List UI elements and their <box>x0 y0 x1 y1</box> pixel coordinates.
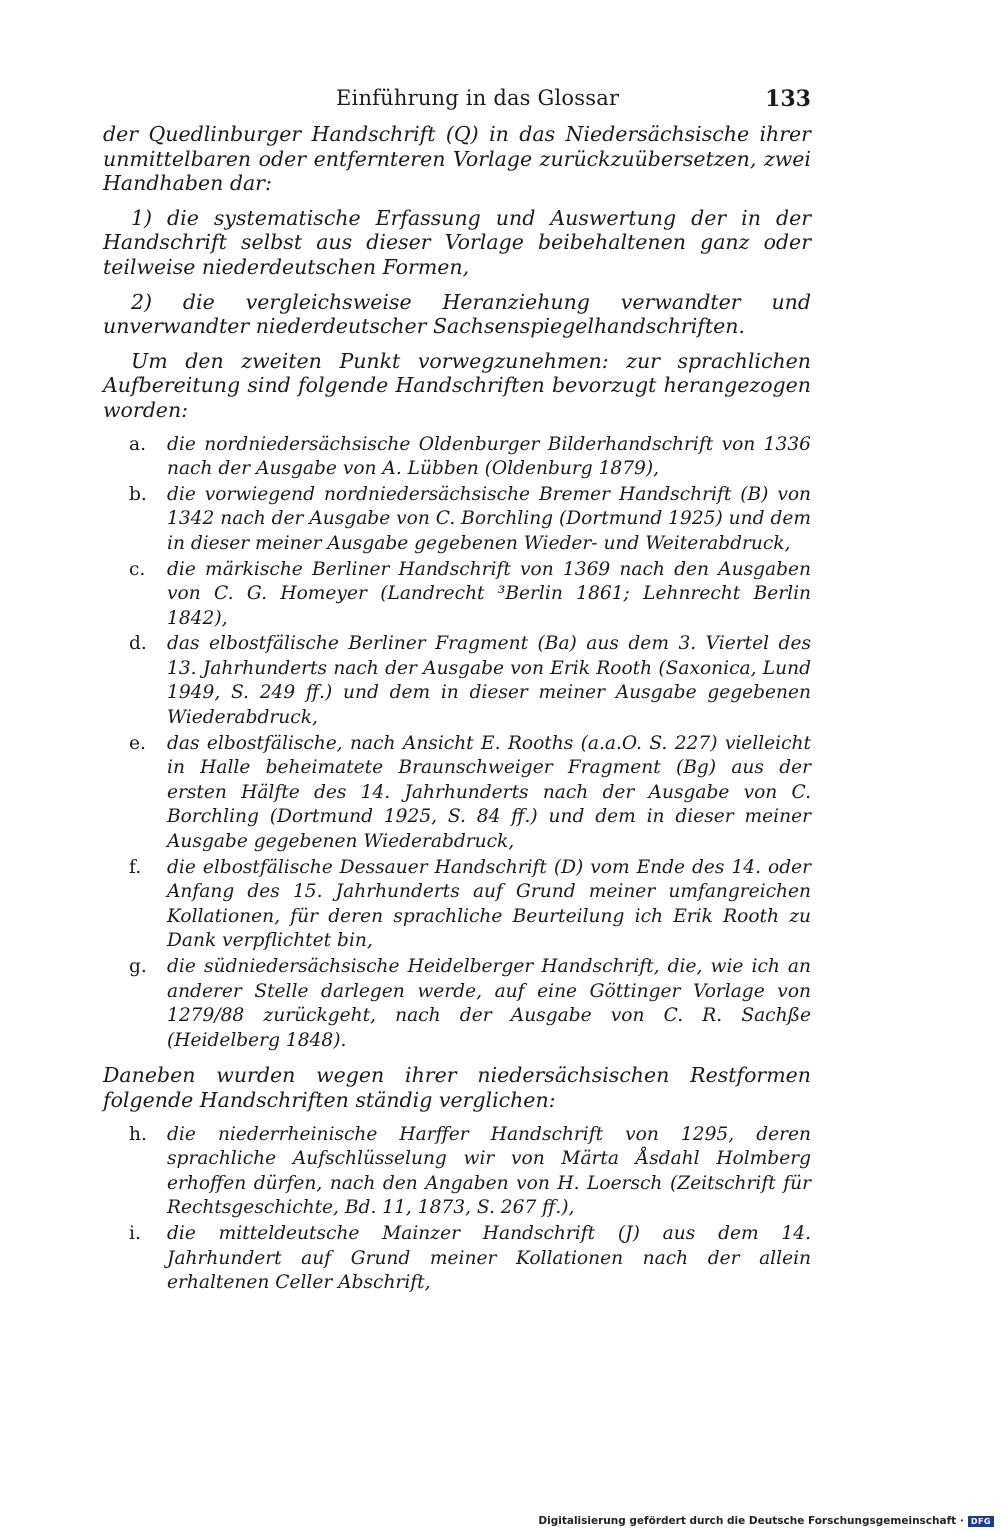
list-item-text: die südniedersächsische Heidelberger Handschrift, die, wie ich an anderer Stelle darlegen werde, auf eine Göttinger Vorlage von 1279/88 zurückgeht, nach der Ausgabe von C. R. Sachße (Heidelberg 1848). <box>167 956 811 1051</box>
list-item <box>103 483 811 557</box>
list-item <box>103 1222 811 1296</box>
list-label: a. <box>129 433 146 455</box>
list-item <box>103 732 811 855</box>
list-item-text: das elbostfälische, nach Ansicht E. Rooths (a.a.O. S. 227) vielleicht in Halle beheimatete Braunschweiger Fragment (Bg) aus der ersten Hälfte des 14. Jahrhunderts nach der Ausgabe von C. Borchling (Dortmund 1925, S. 84 ff.) und dem in dieser meiner Ausgabe gegebenen Wiederabdruck, <box>167 732 811 853</box>
list-label: e. <box>129 732 146 754</box>
page-number: 133 <box>765 86 811 112</box>
paragraph-manuscripts-intro: Um den zweiten Punkt vorwegzunehmen: zur sprachlichen Aufbereitung sind folgende Handschriften bevorzugt herangezogen worden: <box>103 348 811 422</box>
list-label: b. <box>129 483 147 505</box>
list-item <box>103 955 811 1053</box>
digitization-footer <box>538 1515 994 1527</box>
manuscript-list-primary <box>103 433 811 1054</box>
running-head <box>103 86 811 122</box>
list-item <box>103 558 811 632</box>
document-page <box>103 86 811 1306</box>
paragraph-continuation: der Quedlinburger Handschrift (Q) in das Niedersächsische ihrer unmittelbaren oder entfernteren Vorlage zurückzuübersetzen, zwei Handhaben dar: <box>103 122 811 196</box>
manuscript-list-secondary <box>103 1123 811 1296</box>
paragraph-point-2: 2) die vergleichsweise Heranziehung verwandter und unverwandter niederdeutscher Sachsenspiegelhandschriften. <box>103 289 811 339</box>
list-label: g. <box>129 956 147 977</box>
list-item-text: die märkische Berliner Handschrift von 1369 nach den Ausgaben von C. G. Homeyer (Landrecht ³Berlin 1861; Lehnrecht Berlin 1842), <box>167 558 811 629</box>
running-title: Einführung in das Glossar <box>336 86 620 110</box>
paragraph-additional-manuscripts: Daneben wurden wegen ihrer niedersächsischen Restformen folgende Handschriften ständig verglichen: <box>103 1063 811 1112</box>
list-item-text: die vorwiegend nordniedersächsische Bremer Handschrift (B) von 1342 nach der Ausgabe von C. Borchling (Dortmund 1925) und dem in dieser meiner Ausgabe gegebenen Wieder- und Weiterabdruck, <box>167 483 811 554</box>
list-label: d. <box>129 633 147 655</box>
list-item <box>103 1123 811 1221</box>
list-label: i. <box>129 1222 141 1244</box>
list-label: f. <box>129 856 142 878</box>
footer-text: Digitalisierung gefördert durch die Deutsche Forschungsgemeinschaft · <box>538 1515 964 1527</box>
list-item-text: die niederrheinische Harffer Handschrift von 1295, deren sprachliche Aufschlüsselung wir von Märta Åsdahl Holmberg erhoffen dürfen, nach den Angaben von H. Loersch (Zeitschrift für Rechtsgeschichte, Bd. 11, 1873, S. 267 ff.), <box>167 1123 811 1219</box>
dfg-logo: DFG <box>968 1516 994 1527</box>
list-item-text: die elbostfälische Dessauer Handschrift (D) vom Ende des 14. oder Anfang des 15. Jahrhunderts auf Grund meiner umfangreichen Kollationen, für deren sprachliche Beurteilung ich Erik Rooth zu Dank verpflichtet bin, <box>167 856 811 952</box>
body-text <box>103 122 811 1296</box>
list-label: c. <box>129 558 146 580</box>
list-item <box>103 632 811 730</box>
paragraph-point-1: 1) die systematische Erfassung und Auswertung der in der Handschrift selbst aus dieser Vorlage beibehaltenen ganz oder teilweise niederdeutschen Formen, <box>103 205 811 279</box>
list-label: h. <box>129 1123 147 1145</box>
list-item-text: die mitteldeutsche Mainzer Handschrift (J) aus dem 14. Jahrhundert auf Grund meiner Kollationen nach der allein erhaltenen Celler Abschrift, <box>167 1222 811 1294</box>
list-item-text: die nordniedersächsische Oldenburger Bilderhandschrift von 1336 nach der Ausgabe von A. Lübben (Oldenburg 1879), <box>167 433 811 480</box>
list-item <box>103 433 811 482</box>
list-item <box>103 856 811 954</box>
list-item-text: das elbostfälische Berliner Fragment (Ba) aus dem 3. Viertel des 13. Jahrhunderts nach der Ausgabe von Erik Rooth (Saxonica, Lund 1949, S. 249 ff.) und dem in dieser meiner Ausgabe gegebenen Wiederabdruck, <box>167 633 811 729</box>
